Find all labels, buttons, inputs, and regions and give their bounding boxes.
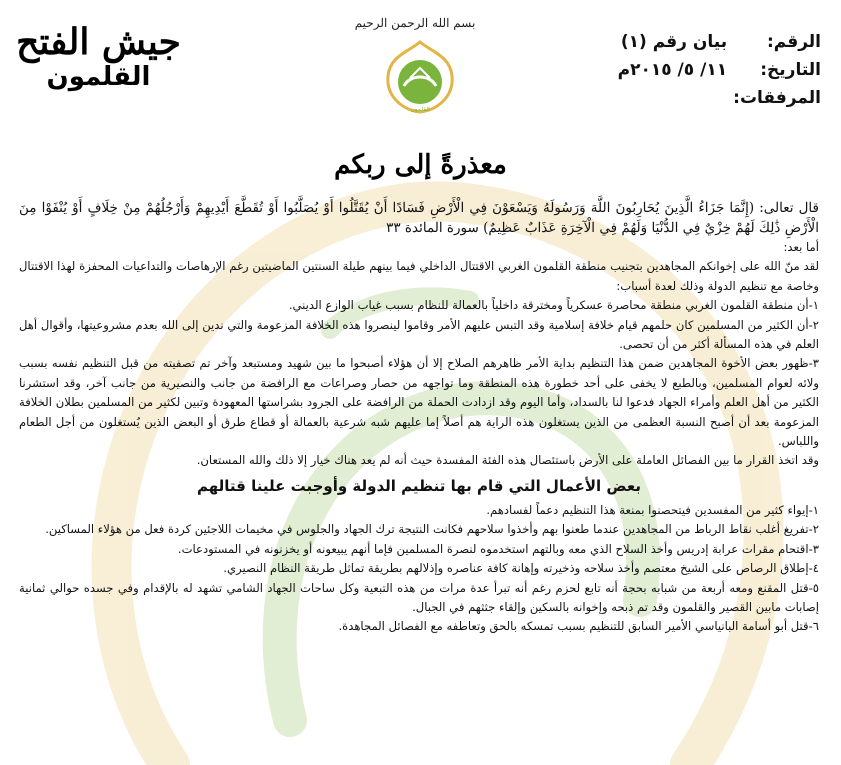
meta-date-value: ١١/ ٥/ ٢٠١٥م <box>617 60 728 80</box>
reason-item: ٢-أن الكثير من المسلمين كان حلمهم قيام خلافة إسلامية وقد التبس عليهم الأمر وقاموا لينصروا هذه الخلافة المزعومة والتي ندين إلى الله بعدم مشروعيتها، وأقوال أهل العلم في هذه المسألة أكثر من أن تحصى. <box>19 317 819 352</box>
act-item: ٣-اقتحام مقرات عرابة إدريس وأخذ السلاح الذي معه وبالتهم استخدموه لنصرة المسلمين فإما أنهم يبيعونه أو يخزنونه في المستودعات. <box>177 541 819 556</box>
meta-date-row <box>561 56 821 84</box>
reason-item: ١-أن منطقة القلمون الغربي منطقة محاصرة عسكرياً ومخترقة داخلياً بالعمالة للنظام بسبب غياب الوازع الديني. <box>288 298 819 313</box>
act-item: ٥-قتل المقنع ومعه أربعة من شبابه بحجة أنه تابع لحزم رغم أنه تبرأ عدة مرات من هذه التبعية وكل ساحات الجهاد الشامي تشهد له بالإقدام وفي جسده حوالي ثمانية إصابات مابين القصير والقلمون وقد تم ذبحه وإخوانه بالسكين وإلقاء جثثهم في الجبال. <box>19 580 819 614</box>
meta-date-label: التاريخ: <box>760 60 821 80</box>
paragraph-intro: لقد منّ الله على إخوانكم المجاهدين بتجنيب منطقة القلمون الغربي الاقتتال الداخلي فيما بينهم طيلة السنتين الماضيتين رغم الإرهاصات والتداعيات المحفزة لهذا الاقتتال وخاصة مع تنظيم الدولة وذلك لعدة أسباب: <box>19 259 819 293</box>
logo <box>6 22 191 92</box>
meta-number-label: الرقم: <box>766 32 821 52</box>
meta-number-value: بيان رقم (١) <box>620 32 728 52</box>
logo-sub-text: القلمون <box>46 62 151 92</box>
emblem-label: القلمون <box>410 106 430 113</box>
basmala: بسم الله الرحمن الرحيم <box>354 16 476 30</box>
act-item: ٦-قتل أبو أسامة البانياسي الأمير السابق للتنظيم بسبب تمسكه بالحق وتعاطفه مع الفصائل المجاهدة. <box>338 619 819 634</box>
act-item: ٤-إطلاق الرصاص على الشيخ معتصم وأخذ سلاحه وذخيرته وإهانة كافة عناصره وإذلالهم بطريقة تماثل طريقة النظام النصيري. <box>223 561 819 576</box>
intro-text: أما بعد: <box>783 240 819 254</box>
section-subheading: بعض الأعمال التي قام بها تنظيم الدولة وأوجبت علينا قتالهم <box>197 476 641 495</box>
statement-body <box>19 198 819 637</box>
logo-main-text: جيش الفتح <box>16 21 181 63</box>
decision-text: وقد اتخذ القرار ما بين الفصائل العاملة على الأرض باستئصال هذه الفئة المفسدة حيث أنه لم يعد هناك خيار إلا ذلك والله المستعان. <box>196 453 819 468</box>
meta-attachments-value <box>723 88 733 108</box>
act-item: ١-إيواء كثير من المفسدين فيتحصنوا بمنعة هذا التنظيم دعماً لفسادهم. <box>486 502 819 517</box>
meta-attachments-row <box>561 84 821 112</box>
quran-verse: قال تعالى: (إِنَّمَا جَزَاءُ الَّذِينَ يُحَارِبُونَ اللَّهَ وَرَسُولَهُ وَيَسْعَوْنَ فِي الْأَرْضِ فَسَادًا أَنْ يُقَتَّلُوا أَوْ يُصَلَّبُوا أَوْ تُقَطَّعَ أَيْدِيهِمْ وَأَرْجُلُهُمْ مِنْ خِلَافٍ أَوْ يُنْفَوْا مِنَ الْأَرْضِ ذَٰلِكَ لَهُمْ خِزْيٌ فِي الدُّنْيَا وَلَهُمْ فِي الْآخِرَةِ عَذَابٌ عَظِيمٌ) سورة المائدة ٣٣ <box>19 200 819 236</box>
statement-title: معذرةً إلى ربكم <box>334 150 507 180</box>
meta-number-row <box>561 28 821 56</box>
meta-attachments-label: المرفقات: <box>733 88 821 108</box>
reason-item: ٣-ظهور بعض الأخوة المجاهدين ضمن هذا التنظيم بداية الأمر ظاهرهم الصلاح إلا أن هؤلاء أصبحوا ما بين شهيد ومستبعد وآخر تم تصفيته من قبل التنظيم نفسه بسبب ولائه لعوام المسلمين، وبالطبع لا يخفى على أحد خطورة هذه المنطقة وما تواجهه من حصار وصراعات مع الرافضة من جانب والنصيرية من جانب آخر، وقد استشرنا الكثير من أهل العلم وأمراء الجهاد فدعوا لنا بالسداد، وأما اليوم وقد ازدادت الحملة من الرافضة على الجرود بشراستها المعهودة وتبين لكثير من المسلمين بطلان الخلافة المزعومة بعد أن أصبح النسبة العظمى من الذين يستغلون هذه الراية هم أصلاً إما عليهم شبه شرعية بالعمالة أو قطاع طرق أو البعض الذين يُستغلون من أجل الطعام واللباس. <box>19 356 819 449</box>
emblem-icon <box>380 38 460 118</box>
act-item: ٢-تفريغ أغلب نقاط الرباط من المجاهدين عندما طعنوا بهم وأخذوا سلاحهم فكانت النتيجة ترك الجهاد والجلوس في مخيمات اللاجئين كردة فعل من هؤلاء المساكين. <box>45 522 819 537</box>
document-meta <box>561 28 821 112</box>
